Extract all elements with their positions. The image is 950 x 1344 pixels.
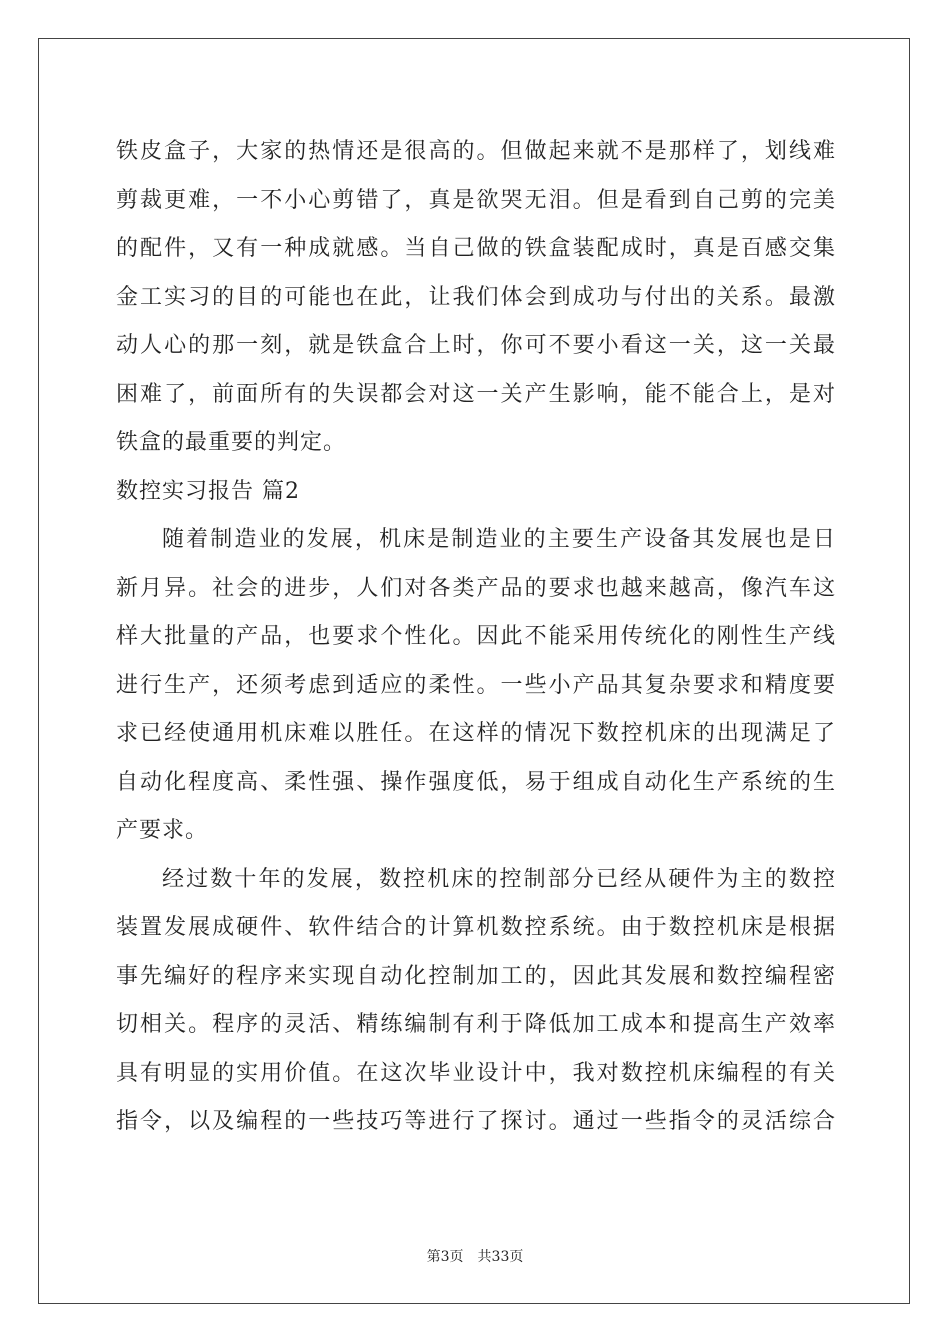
text-line: 事先编好的程序来实现自动化控制加工的，因此其发展和数控编程密 (116, 963, 836, 989)
page-footer (0, 1246, 950, 1266)
text-line: 经过数十年的发展，数控机床的控制部分已经从硬件为主的数控 (162, 866, 836, 892)
text-line: 铁盒的最重要的判定。 (116, 430, 347, 455)
text-line: 随着制造业的发展，机床是制造业的主要生产设备其发展也是日 (162, 527, 836, 552)
text-line: 动人心的那一刻，就是铁盒合上时，你可不要小看这一关，这一关最 (116, 333, 836, 358)
text-line: 切相关。程序的灵活、精练编制有利于降低加工成本和提高生产效率 (116, 1012, 836, 1037)
paragraph-continuation (116, 128, 836, 468)
text-line: 剪裁更难，一不小心剪错了，真是欲哭无泪。但是看到自己剪的完美 (116, 187, 836, 213)
section-heading: 数控实习报告 篇2 (116, 478, 300, 504)
paragraph (116, 856, 836, 1147)
text-line: 装置发展成硬件、软件结合的计算机数控系统。由于数控机床是根据 (116, 915, 836, 940)
text-line: 产要求。 (116, 818, 209, 843)
text-line: 的配件，又有一种成就感。当自己做的铁盒装配成时，真是百感交集 (116, 236, 836, 261)
paragraph (116, 516, 836, 856)
page-number: 第3页 共33页 (426, 1249, 524, 1265)
text-line: 自动化程度高、柔性强、操作强度低，易于组成自动化生产系统的生 (116, 769, 836, 795)
text-line: 铁皮盒子，大家的热情还是很高的。但做起来就不是那样了，划线难 (116, 139, 836, 164)
text-line: 困难了，前面所有的失误都会对这一关产生影响，能不能合上，是对 (116, 381, 836, 407)
text-line: 指令，以及编程的一些技巧等进行了探讨。通过一些指令的灵活综合 (116, 1109, 836, 1134)
document-body (116, 128, 836, 1147)
text-line: 金工实习的目的可能也在此，让我们体会到成功与付出的关系。最激 (116, 284, 836, 310)
text-line: 新月异。社会的进步，人们对各类产品的要求也越来越高，像汽车这 (116, 575, 836, 601)
text-line: 进行生产，还须考虑到适应的柔性。一些小产品其复杂要求和精度要 (116, 672, 836, 698)
text-line: 求已经使通用机床难以胜任。在这样的情况下数控机床的出现满足了 (116, 721, 836, 746)
text-line: 样大批量的产品，也要求个性化。因此不能采用传统化的刚性生产线 (116, 624, 836, 649)
text-line: 具有明显的实用价值。在这次毕业设计中，我对数控机床编程的有关 (116, 1060, 836, 1086)
